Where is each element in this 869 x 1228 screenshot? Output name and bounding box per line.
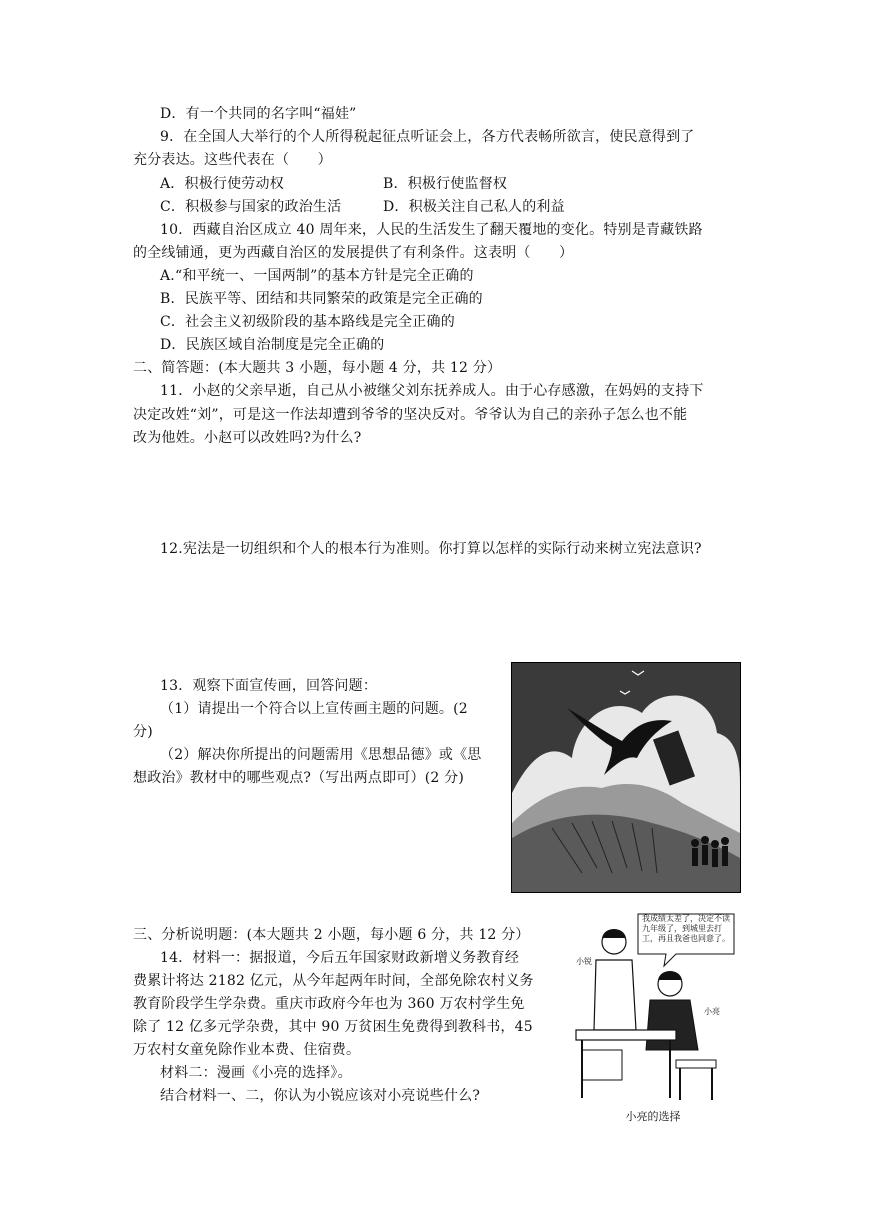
q9-option-a: A．积极行使劳动权: [160, 176, 284, 192]
q13-line-2: （1）请提出一个符合以上宣传画主题的问题。(2: [160, 701, 468, 717]
q11-line-3: 改为他姓。小赵可以改姓吗?为什么?: [133, 430, 362, 446]
propaganda-poster-image: [511, 662, 741, 893]
q10-option-c: C．社会主义初级阶段的基本路线是完全正确的: [160, 314, 455, 330]
q10-option-d: D．民族区域自治制度是完全正确的: [160, 337, 385, 353]
q9-option-b: B．积极行使监督权: [383, 176, 508, 192]
q13-line-3: 分): [133, 724, 153, 740]
q14-line-5: 万农村女童免除作业本费、住宿费。: [133, 1042, 361, 1058]
q10-option-b: B．民族平等、团结和共同繁荣的政策是完全正确的: [160, 291, 483, 307]
q11-line-2: 决定改姓“刘”，可是这一作法却遭到爷爷的坚决反对。爷爷认为自己的亲孙子怎么也不能: [133, 407, 688, 423]
cartoon-label-xiaoliang: 小亮: [704, 1007, 720, 1016]
cartoon-speech-bubble: 我成绩太差了，决定不读九年级了，到城里去打工，再且我爸也同意了。: [642, 914, 730, 943]
q11-line-1: 11．小赵的父亲早逝，自己从小被继父刘东抚养成人。由于心存感激，在妈妈的支持下: [160, 383, 704, 399]
q10-line-1: 10．西藏自治区成立 40 周年来，人民的生活发生了翻天覆地的变化。特别是青藏铁路: [160, 222, 703, 238]
q8-option-d: D．有一个共同的名字叫“福娃”: [160, 106, 357, 122]
q14-line-1: 14．材料一：据报道，今后五年国家财政新增义务教育经: [160, 950, 520, 966]
section-3-heading: 三、分析说明题：(本大题共 2 小题，每小题 6 分，共 12 分）: [133, 927, 530, 943]
q9-option-c: C．积极参与国家的政治生活: [160, 199, 342, 215]
q14-line-6: 材料二：漫画《小亮的选择》。: [160, 1065, 352, 1081]
q14-line-7: 结合材料一、二，你认为小锐应该对小亮说些什么?: [160, 1088, 481, 1104]
cartoon-label-xiaorui: 小锐: [576, 957, 592, 966]
q9-option-d: D．积极关注自己私人的利益: [383, 199, 565, 215]
q9-line-2: 充分表达。这些代表在（ ）: [133, 152, 332, 168]
q10-option-a: A.“和平统一、一国两制”的基本方针是完全正确的: [160, 268, 474, 284]
cartoon-caption: 小亮的选择: [625, 1110, 681, 1123]
q13-line-1: 13．观察下面宣传画，回答问题：: [160, 678, 378, 694]
q9-line-1: 9．在全国人大举行的个人所得税起征点听证会上，各方代表畅所欲言，使民意得到了: [160, 129, 695, 145]
q12-text: 12.宪法是一切组织和个人的根本行为准则。你打算以怎样的实际行动来树立宪法意识?: [160, 541, 702, 557]
q13-line-5: 想政治》教材中的哪些观点?（写出两点即可）(2 分): [133, 770, 464, 786]
q10-line-2: 的全线铺通，更为西藏自治区的发展提供了有利条件。这表明（ ）: [133, 245, 574, 261]
q14-line-3: 教育阶段学生学杂费。重庆市政府今年也为 360 万农村学生免: [133, 996, 525, 1012]
q14-line-2: 费累计将达 2182 亿元，从今年起两年时间，全部免除农村义务: [133, 973, 534, 989]
section-2-heading: 二、简答题：(本大题共 3 小题，每小题 4 分，共 12 分）: [133, 360, 502, 376]
q13-line-4: （2）解决你所提出的问题需用《思想品德》或《思: [160, 747, 482, 763]
q14-line-4: 除了 12 亿多元学杂费，其中 90 万贫困生免费得到教科书，45: [133, 1019, 533, 1035]
cartoon-xiaoliang-choice: [566, 910, 740, 1128]
